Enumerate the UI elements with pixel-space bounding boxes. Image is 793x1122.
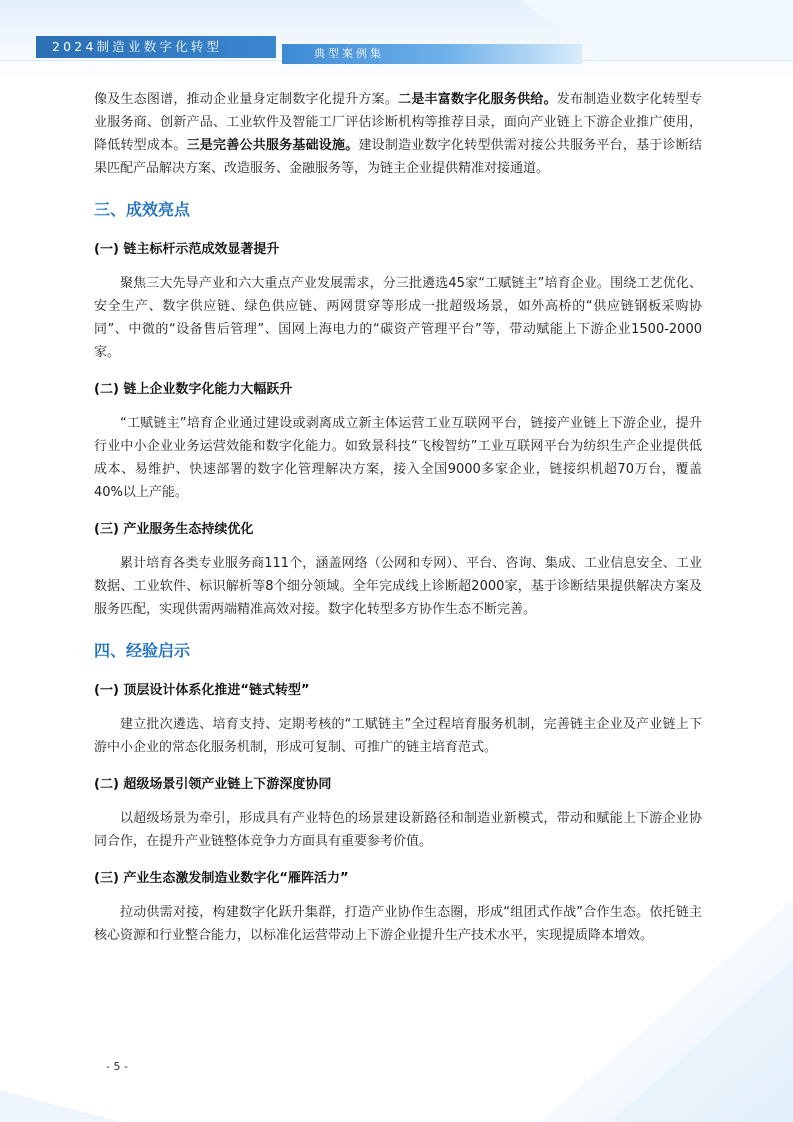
- paragraph: “工赋链主”培育企业通过建设或剥离成立新主体运营工业互联网平台，链接产业链上下游企业，提升行业中小企业业务运营效能和数字化能力。如致景科技“飞梭智纺”工业互联网平台为纺织生产企业提供低成本、易维护、快速部署的数字化管理解决方案，接入全国9000多家企业，链接织机超70万台，覆盖40%以上产能。: [94, 416, 702, 500]
- paragraph: 拉动供需对接，构建数字化跃升集群，打造产业协作生态圈，形成“组团式作战”合作生态。依托链主核心资源和行业整合能力，以标准化运营带动上下游企业提升生产技术水平，实现提质降本增效。: [94, 905, 702, 943]
- intro-paragraph: 像及生态图谱，推动企业量身定制数字化提升方案。二是丰富数字化服务供给。发布制造业数字化转型专业服务商、创新产品、工业软件及智能工厂评估诊断机构等推荐目录，面向产业链上下游企业推广使用，降低转型成本。三是完善公共服务基础设施。建设制造业数字化转型供需对接公共服务平台，基于诊断结果匹配产品解决方案、改造服务、金融服务等，为链主企业提供精准对接通道。: [94, 92, 702, 176]
- subheading-1: (一) 链主标杆示范成效显著提升: [94, 242, 280, 257]
- subheading-6: (三) 产业生态激发制造业数字化“雁阵活力”: [94, 871, 349, 886]
- section-heading-lessons: 四、经验启示: [94, 641, 191, 660]
- paragraph: 建立批次遴选、培育支持、定期考核的“工赋链主”全过程培育服务机制，完善链主企业及产业链上下游中小企业的常态化服务机制，形成可复制、可推广的链主培育范式。: [94, 717, 702, 755]
- subheading-3: (三) 产业服务生态持续优化: [94, 522, 254, 537]
- header-subtitle: 典型案例集: [282, 44, 582, 64]
- subheading-4: (一) 顶层设计体系化推进“链式转型”: [94, 683, 310, 698]
- page-number: - 5 -: [106, 1060, 128, 1073]
- subheading-2: (二) 链上企业数字化能力大幅跃升: [94, 382, 293, 397]
- paragraph: 累计培育各类专业服务商111个，涵盖网络（公网和专网）、平台、咨询、集成、工业信息安全、工业数据、工业软件、标识解析等8个细分领域。全年完成线上诊断超2000家，基于诊断结果提供解决方案及服务匹配，实现供需两端精准高效对接。数字化转型多方协作生态不断完善。: [94, 556, 702, 617]
- header-title: 2024制造业数字化转型: [36, 36, 276, 58]
- subheading-5: (二) 超级场景引领产业链上下游深度协同: [94, 777, 332, 792]
- document-body: [94, 88, 702, 947]
- section-heading-results: 三、成效亮点: [94, 200, 191, 219]
- paragraph: 以超级场景为牵引，形成具有产业特色的场景建设新路径和制造业新模式，带动和赋能上下游企业协同合作，在提升产业链整体竞争力方面具有重要参考价值。: [94, 811, 702, 849]
- paragraph: 聚焦三大先导产业和六大重点产业发展需求，分三批遴选45家“工赋链主”培育企业。围绕工艺优化、安全生产、数字供应链、绿色供应链、两网贯穿等形成一批超级场景，如外高桥的“供应链钢板采购协同”、中微的“设备售后管理”、国网上海电力的“碳资产管理平台”等，带动赋能上下游企业1500-2000家。: [94, 276, 702, 360]
